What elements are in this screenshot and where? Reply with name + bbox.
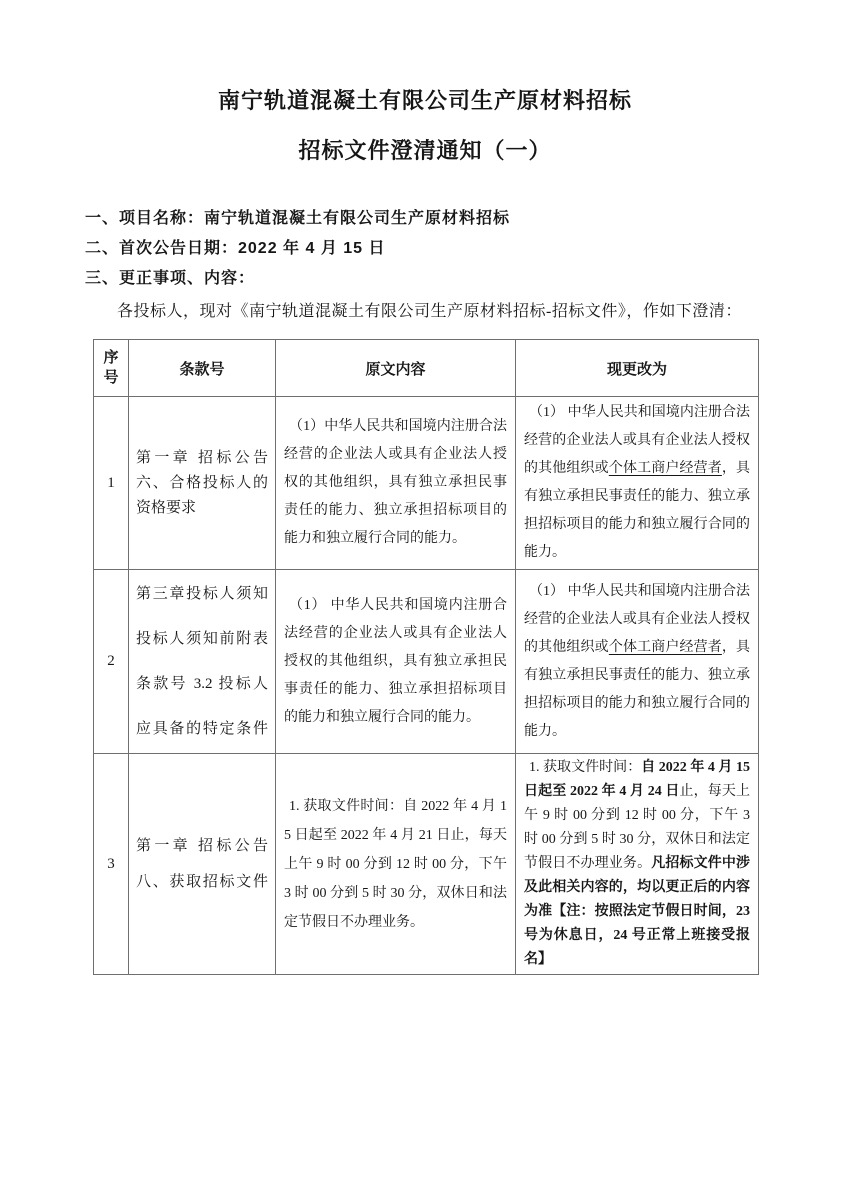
original-content-cell xyxy=(276,397,516,570)
changed-content-cell xyxy=(516,570,759,754)
clause-lines: 第一章 招标公告 八、获取招标文件 xyxy=(136,838,268,890)
numbered-items xyxy=(85,204,765,294)
changed-content-text: （1） 中华人民共和国境内注册合法经营的企业法人或具有企业法人授权的其他组织或个体工商户经营者，具有独立承担民事责任的能力、独立承担招标项目的能力和独立履行合同的能力。 xyxy=(524,405,751,560)
clarification-table xyxy=(93,339,759,975)
item-project-name: 一、项目名称：南宁轨道混凝土有限公司生产原材料招标 xyxy=(85,210,511,227)
changed-content-cell xyxy=(516,754,759,975)
original-content-cell xyxy=(276,570,516,754)
seq-cell: 3 xyxy=(94,754,129,975)
seq-cell: 1 xyxy=(94,397,129,570)
header-clause: 条款号 xyxy=(129,340,276,397)
document-title-line-1: 南宁轨道混凝土有限公司生产原材料招标 xyxy=(217,88,632,113)
document-title-line-2: 招标文件澄清通知（一） xyxy=(298,138,552,163)
table-row xyxy=(94,754,759,975)
clause-lines: 第三章投标人须知 投标人须知前附表 条款号 3.2 投标人 应具备的特定条件 xyxy=(136,585,268,737)
clause-lines: 第一章 招标公告 六、合格投标人的 资格要求 xyxy=(136,449,268,516)
original-content-text: （1） 中华人民共和国境内注册合法经营的企业法人或具有企业法人授权的其他组织，具有独立承担民事责任的能力、独立承担招标项目的能力和独立履行合同的能力。 xyxy=(284,597,507,725)
table-row xyxy=(94,397,759,570)
clause-cell xyxy=(129,570,276,754)
changed-content-text: （1） 中华人民共和国境内注册合法经营的企业法人或具有企业法人授权的其他组织或个体工商户经营者，具有独立承担民事责任的能力、独立承担招标项目的能力和独立履行合同的能力。 xyxy=(524,583,751,739)
intro-paragraph: 各投标人，现对《南宁轨道混凝土有限公司生产原材料招标-招标文件》，作如下澄清： xyxy=(117,303,742,320)
seq-cell: 2 xyxy=(94,570,129,754)
table-header-row xyxy=(94,340,759,397)
header-changed: 现更改为 xyxy=(516,340,759,397)
original-content-cell xyxy=(276,754,516,975)
header-original: 原文内容 xyxy=(276,340,516,397)
changed-content-text: 1. 获取文件时间：自 2022 年 4 月 15 日起至 2022 年 4 月 24 日止，每天上午 9 时 00 分到 12 时 00 分，下午 3 时 00 分到 5 时 30 分，双休日和法定节假日不办理业务。凡招标文件中涉及此相关内容的，均以更正后的内容为准【注：按照法定节假日时间，23 号为休息日，24 号正常上班接受报名】 xyxy=(524,760,751,967)
changed-content-cell xyxy=(516,397,759,570)
original-content-text: （1）中华人民共和国境内注册合法经营的企业法人或具有企业法人授权的其他组织，具有独立承担民事责任的能力、独立承担招标项目的能力和独立履行合同的能力。 xyxy=(284,419,507,546)
clause-cell xyxy=(129,397,276,570)
table-row xyxy=(94,570,759,754)
item-first-announcement-date: 二、首次公告日期：2022 年 4 月 15 日 xyxy=(85,240,386,257)
item-correction-heading: 三、更正事项、内容： xyxy=(85,270,256,287)
clause-cell xyxy=(129,754,276,975)
header-seq: 序号 xyxy=(94,340,129,397)
original-content-text: 1. 获取文件时间：自 2022 年 4 月 15 日起至 2022 年 4 月 21 日止，每天上午 9 时 00 分到 12 时 00 分，下午 3 时 00 分到 5 时 30 分，双休日和法定节假日不办理业务。 xyxy=(284,798,507,930)
